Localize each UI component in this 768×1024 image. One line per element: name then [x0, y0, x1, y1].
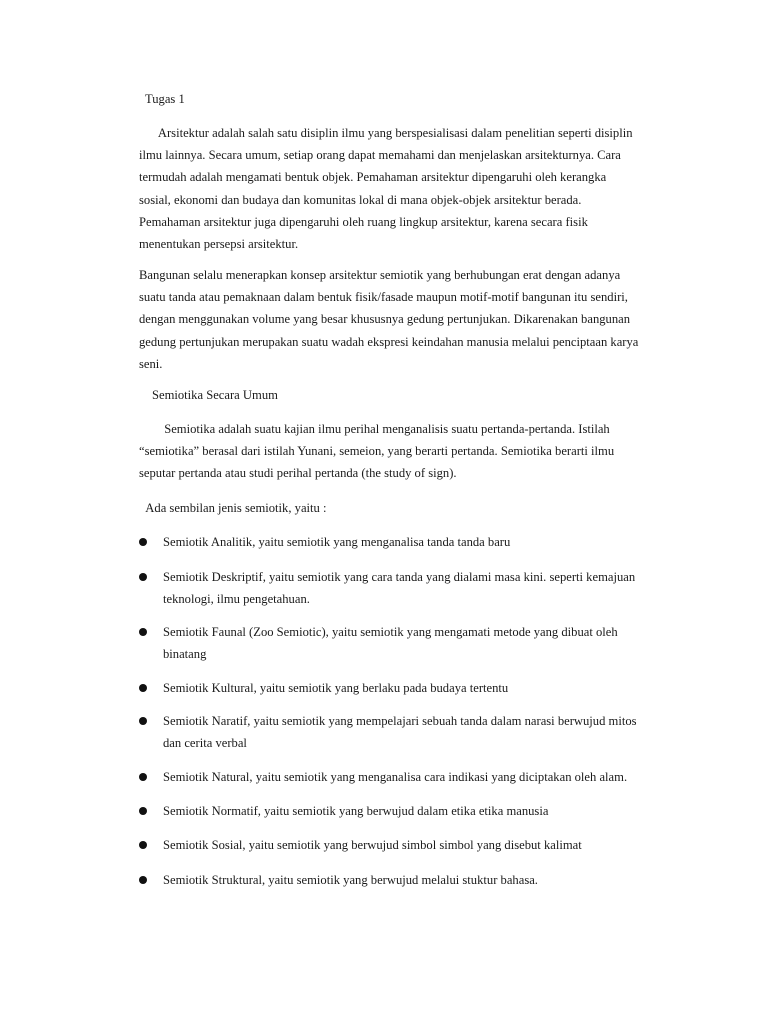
list-item-text: Semiotik Sosial, yaitu semiotik yang berwujud simbol simbol yang disebut kalimat	[163, 838, 582, 852]
list-intro: Ada sembilan jenis semiotik, yaitu :	[139, 501, 327, 515]
list-item-text: Semiotik Deskriptif, yaitu semiotik yang cara tanda yang dialami masa kini. seperti kemajuan teknologi, ilmu pengetahuan.	[163, 570, 636, 607]
bullet-icon	[139, 773, 147, 781]
paragraph-3: Semiotika adalah suatu kajian ilmu perihal menganalisis suatu pertanda-pertanda. Istilah “semiotika” berasal dari istilah Yunani, semeion, yang berarti pertanda. Semiotika berarti ilmu seputar pertanda atau studi perihal pertanda (the study of sign).	[139, 422, 615, 481]
bullet-icon	[139, 876, 147, 884]
list-item-text: Semiotik Struktural, yaitu semiotik yang berwujud melalui stuktur bahasa.	[163, 873, 538, 887]
list-item-text: Semiotik Naratif, yaitu semiotik yang mempelajari sebuah tanda dalam narasi berwujud mitos dan cerita verbal	[163, 714, 637, 751]
bullet-icon	[139, 684, 147, 692]
bullet-icon	[139, 573, 147, 581]
bullet-icon	[139, 841, 147, 849]
list-item-text: Semiotik Natural, yaitu semiotik yang menganalisa cara indikasi yang diciptakan oleh alam.	[163, 770, 628, 784]
list-item-text: Semiotik Kultural, yaitu semiotik yang berlaku pada budaya tertentu	[163, 681, 509, 695]
bullet-icon	[139, 538, 147, 546]
paragraph-1: Arsitektur adalah salah satu disiplin ilmu yang berspesialisasi dalam penelitian seperti disiplin ilmu lainnya. Secara umum, setiap orang dapat memahami dan menjelaskan arsitekturnya. Cara termudah adalah mengamati bentuk objek. Pemahaman arsitektur dipengaruhi oleh kerangka sosial, ekonomi dan budaya dan komunitas lokal di mana objek-objek arsitektur berada. Pemahaman arsitektur juga dipengaruhi oleh ruang lingkup arsitektur, karena secara fisik menentukan persepsi arsitektur.	[139, 126, 633, 252]
bullet-icon	[139, 628, 147, 636]
list-item-text: Semiotik Normatif, yaitu semiotik yang berwujud dalam etika etika manusia	[163, 804, 549, 818]
list-item-text: Semiotik Faunal (Zoo Semiotic), yaitu semiotik yang mengamati metode yang dibuat oleh binatang	[163, 625, 618, 662]
list-item-text: Semiotik Analitik, yaitu semiotik yang menganalisa tanda tanda baru	[163, 535, 511, 549]
section-heading: Semiotika Secara Umum	[152, 388, 278, 402]
bullet-icon	[139, 717, 147, 725]
document-title: Tugas 1	[145, 92, 185, 106]
bullet-icon	[139, 807, 147, 815]
paragraph-2: Bangunan selalu menerapkan konsep arsitektur semiotik yang berhubungan erat dengan adanya suatu tanda atau pemaknaan dalam bentuk fisik/fasade maupun motif-motif bangunan itu sendiri, dengan menggunakan volume yang besar khususnya gedung pertunjukan. Dikarenakan bangunan gedung pertunjukan merupakan suatu wadah ekspresi keindahan manusia melalui penciptaan karya seni.	[139, 268, 639, 371]
